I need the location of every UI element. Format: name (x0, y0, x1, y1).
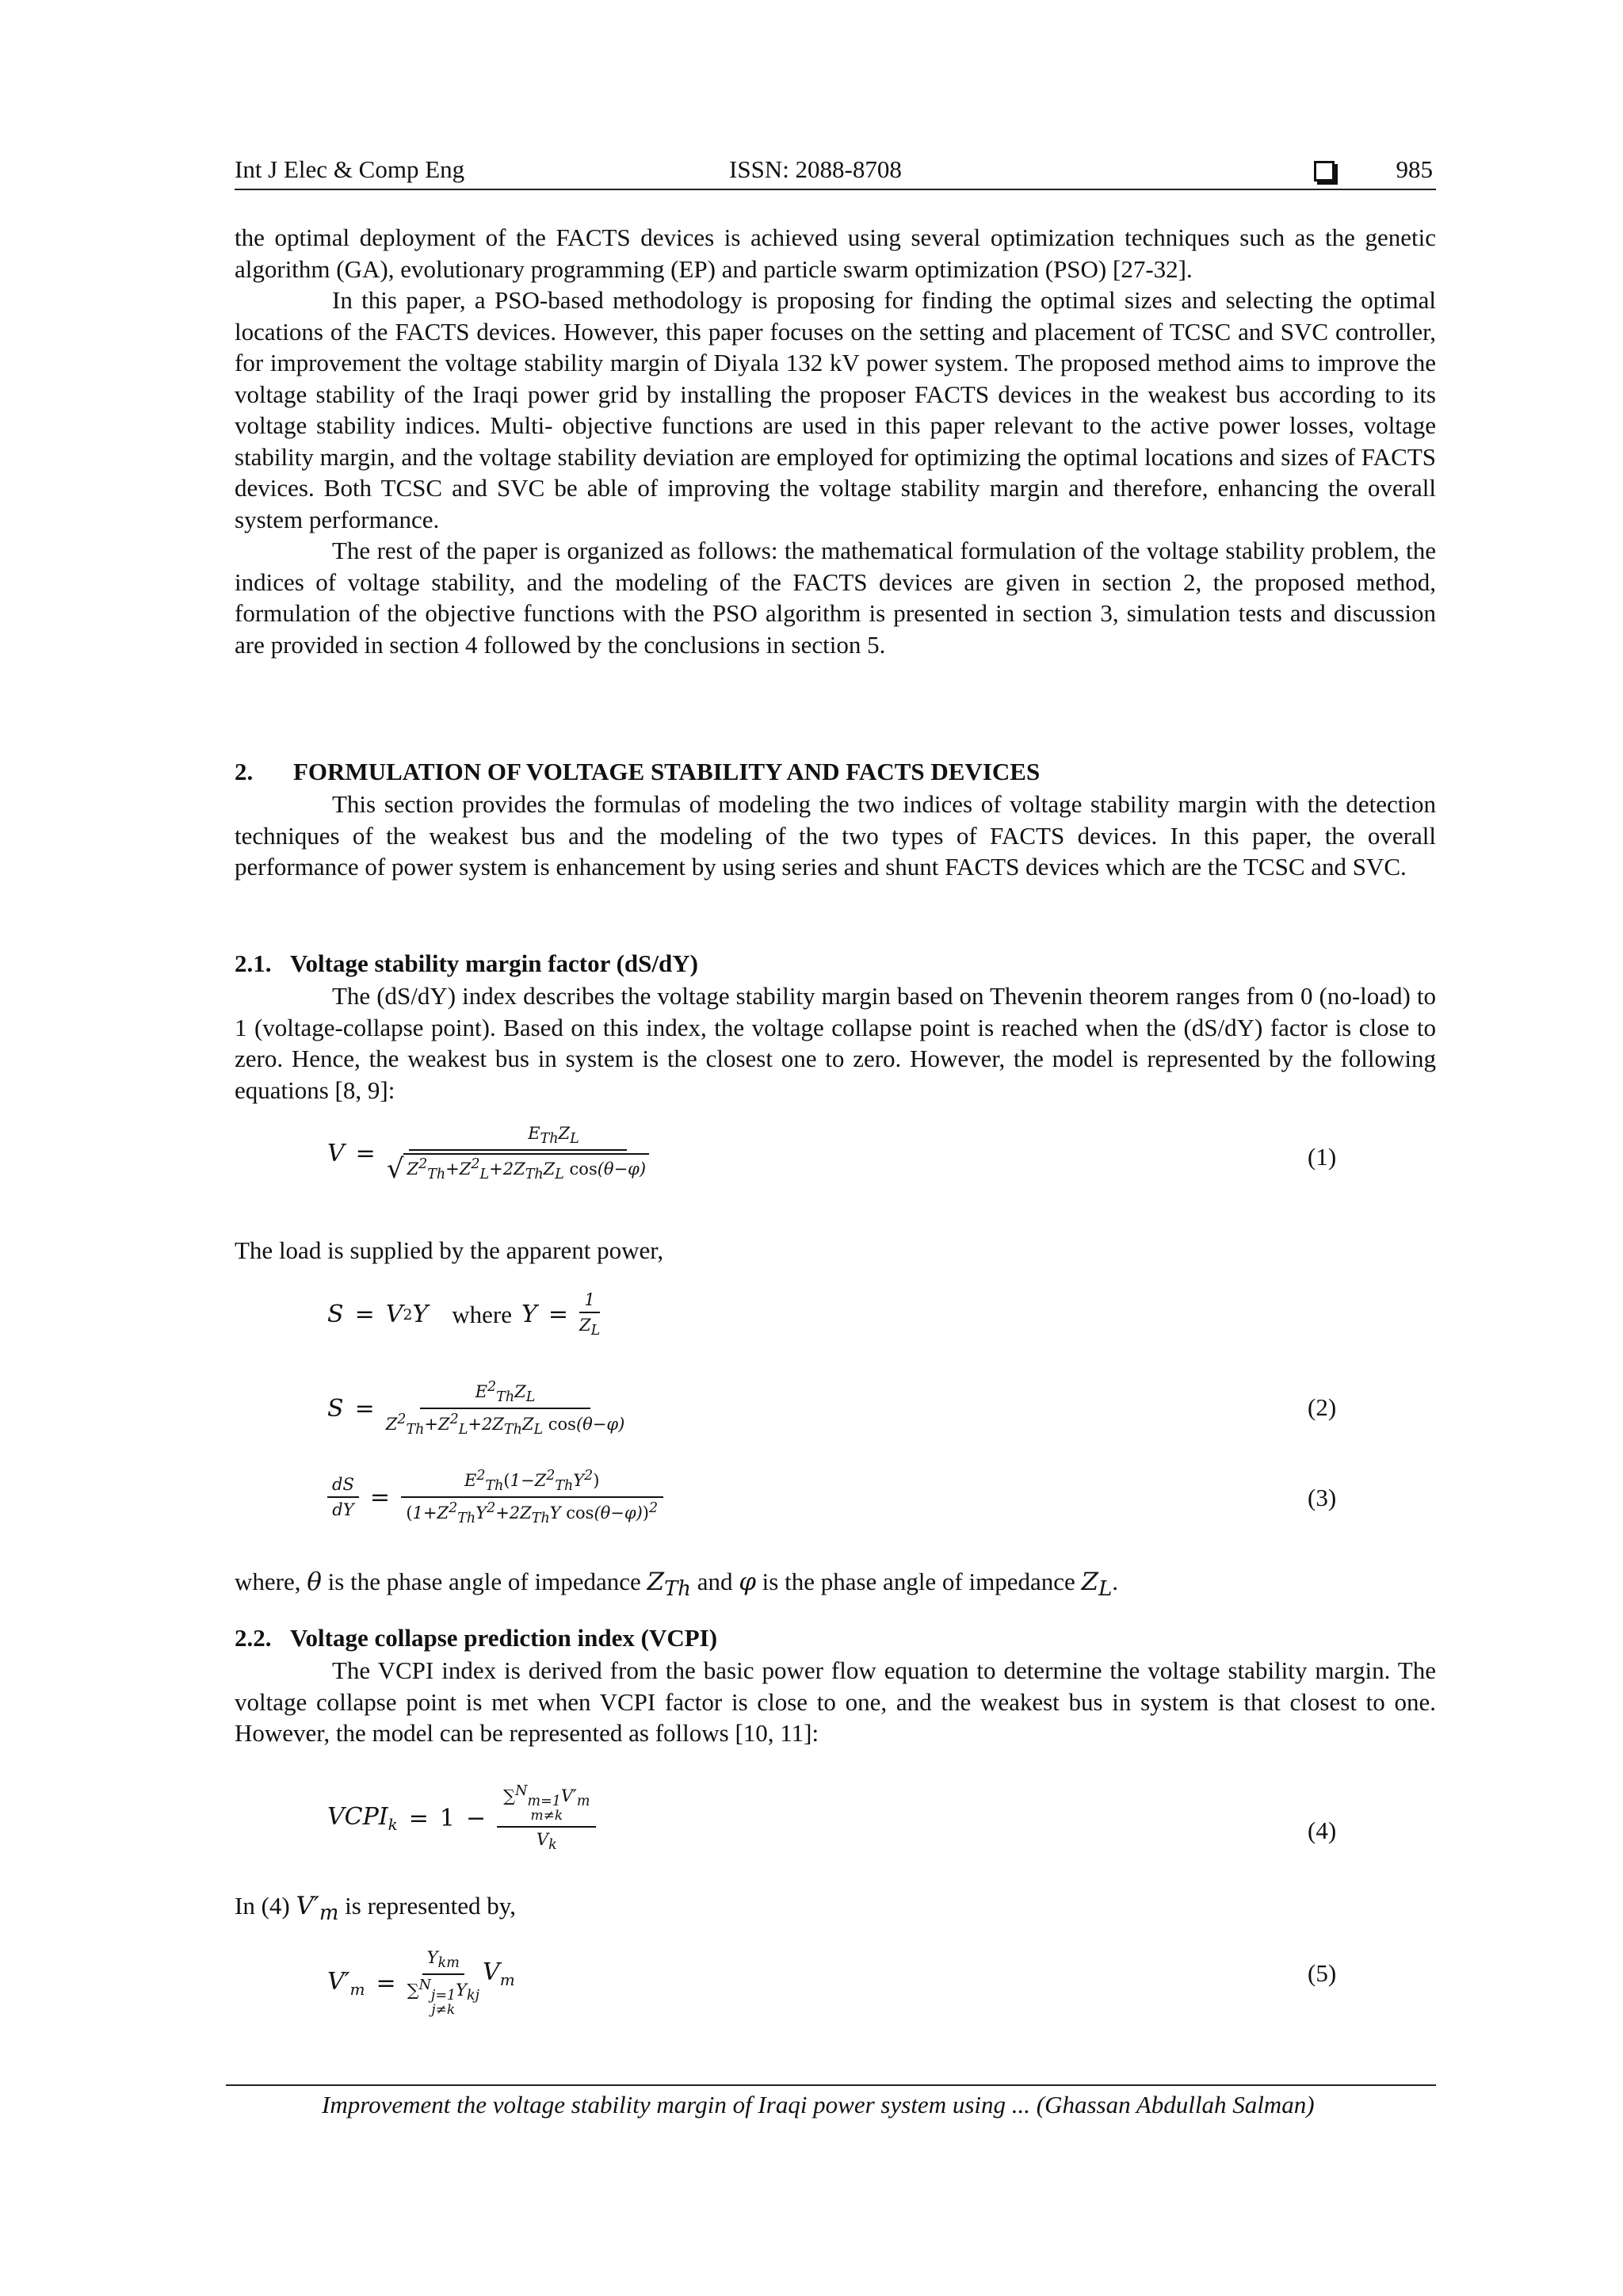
footer-rule (226, 2084, 1436, 2086)
vm-prime-symbol: $V'_m$ (296, 1892, 339, 1926)
section-2-2-text (235, 1655, 1436, 1749)
equation-3 (327, 1468, 663, 1526)
square-box-icon (1314, 161, 1335, 181)
section-2-1-title: Voltage stability margin factor (dS/dY) (290, 949, 698, 977)
eq5-rhs: $V_m$ (483, 1958, 515, 1989)
eq4-minus: − (466, 1804, 487, 1832)
running-footer: Improvement the voltage stability margin of Iraqi power system using ... (Ghassan Abdullah Salman) (322, 2091, 1315, 2118)
eqs-equals: = (354, 1301, 375, 1329)
section-2-1-number: 2.1. (235, 949, 272, 977)
eq3-number: (3) (1308, 1484, 1337, 1511)
eq1-numerator: $E_{Th}Z_L$ (409, 1124, 627, 1151)
eq4-number: (4) (1308, 1817, 1337, 1844)
eqs-exp: 2 (403, 1305, 413, 1324)
load-text: The load is supplied by the apparent power, (235, 1236, 664, 1264)
eqs-lhs: S (327, 1301, 344, 1329)
intro-paragraph-2: In this paper, a PSO-based methodology is proposing for finding the optimal sizes and selecting the optimal locations of the FACTS devices. However, this paper focuses on the setting and placement of TCSC and SVC controller, for improvement the voltage stability margin of Diyala 132 kV power system. The proposed method aims to improve the voltage stability of the Iraqi power grid by installing the proposer FACTS devices in the weakest bus according to its voltage stability indices. Multi- objective functions are used in this paper relevant to the active power losses, voltage stability margin, and the voltage stability deviation are employed for optimizing the optimal locations and sizes of FACTS devices. Both TCSC and SVC be able of improving the voltage stability margin and therefore, enhancing the overall system performance. (235, 286, 1436, 533)
eqs-numerator: 1 (579, 1290, 599, 1313)
eq1-number: (1) (1308, 1143, 1337, 1171)
eqs-where: where (452, 1300, 513, 1328)
equation-2 (327, 1379, 624, 1438)
section-2-2-paragraph: The VCPI index is derived from the basic power flow equation to determine the voltage stability margin. The voltage collapse point is met when VCPI factor is close to one, and the weakest bus in system is that closest to one. However, the model can be represented as follows [10, 11]: (235, 1656, 1436, 1747)
section-2-2-number: 2.2. (235, 1624, 272, 1652)
intro-paragraph-3: The rest of the paper is organized as follows: the mathematical formulation of the voltage stability problem, the indices of voltage stability, and the modeling of the FACTS devices are given in section 2, the proposed method, formulation of the objective functions with the PSO algorithm is presented in section 3, simulation tests and discussion are provided in section 4 followed by the conclusions in section 5. (235, 537, 1436, 659)
section-2-text (235, 789, 1436, 883)
eq3-equals: = (369, 1483, 390, 1511)
eqs-y-lhs: Y (521, 1301, 537, 1329)
in4-sentence: In (4) $V'_m$ is represented by, (235, 1892, 516, 1926)
eq5-number: (5) (1308, 1959, 1337, 1987)
eq4-one: 1 (439, 1804, 456, 1832)
section-2-1-text (235, 980, 1436, 1106)
eq3-fraction: $\frac{E^2_{Th}(1-Z^2_{Th}Y^2)}{(1+Z^2_{Th}Y^2+2Z_{Th}Y \cos(\theta-\varphi))^2}$ (401, 1468, 663, 1526)
journal-name: Int J Elec & Comp Eng (235, 155, 465, 183)
sqrt-icon: √ (386, 1153, 404, 1186)
eq2-number: (2) (1308, 1393, 1337, 1421)
intro-text (235, 222, 1436, 660)
section-2-paragraph: This section provides the formulas of modeling the two indices of voltage stability margin with the detection techniques of the weakest bus and the modeling of the two types of FACTS devices. In this paper, the overall performance of power system is enhancement by using series and shunt FACTS devices which are the TCSC and SVC. (235, 790, 1436, 881)
eq4-lhs: $VCPI_k$ (327, 1802, 398, 1834)
section-2-heading (235, 758, 1040, 786)
equation-4 (327, 1783, 596, 1853)
where-sentence: where, θ is the phase angle of impedance $Z_{Th}$ and φ is the phase angle of impedance $Z_L$. (235, 1568, 1118, 1602)
eq4-fraction: $\sum^N_{m=1}V'_m$ m≠k $V_k$ (497, 1783, 596, 1853)
section-2-2-title: Voltage collapse prediction index (VCPI) (290, 1624, 718, 1652)
equation-1 (327, 1124, 649, 1186)
eq5-fraction: $Y_{km}$ $\sum^N_{j=1}Y_{kj}$ j≠k (407, 1948, 480, 2019)
equation-5 (327, 1948, 515, 2018)
eq3-lhs-fraction: $\frac{dS}{dY}$ (327, 1475, 359, 1519)
page-number: 985 (1396, 155, 1433, 183)
section-2-title: FORMULATION OF VOLTAGE STABILITY AND FACTS DEVICES (293, 758, 1041, 785)
equation-s: S = V 2 Y where Y = $\frac{1}{Z_L}$ (327, 1290, 601, 1339)
eq2-fraction: $\frac{E^2_{Th}Z_L}{Z^2_{Th}+Z^2_L+2Z_{Th}Z_L \cos(\theta-\varphi)}$ (385, 1379, 625, 1438)
eq5-equals: = (376, 1969, 396, 1997)
eq1-equals: = (355, 1139, 376, 1167)
section-2-2-heading (235, 1624, 717, 1652)
eq1-denominator: √ $Z^2_{Th}+Z^2_L+2Z_{Th}Z_L$ cos(θ−φ) (387, 1151, 649, 1182)
zl-symbol: $Z_L$ (1081, 1568, 1113, 1602)
eqs-v: V (385, 1301, 403, 1329)
eq5-lhs: $V'_m$ (327, 1967, 365, 1999)
eq1-lhs: V (327, 1139, 345, 1167)
eqs-fraction: $\frac{1}{Z_L}$ (579, 1290, 601, 1339)
running-header (235, 155, 1436, 190)
eq1-fraction (386, 1124, 649, 1186)
eq5-condition: j≠k (431, 2002, 456, 2019)
eq2-equals: = (354, 1394, 375, 1423)
section-2-1-heading (235, 949, 698, 978)
intro-paragraph-1: the optimal deployment of the FACTS devices is achieved using several optimization techniques such as the genetic algorithm (GA), evolutionary programming (EP) and particle swarm optimization (PSO) [27-32]. (235, 223, 1436, 283)
issn: ISSN: 2088-8708 (729, 155, 902, 183)
zth-symbol: $Z_{Th}$ (647, 1568, 691, 1602)
eq2-lhs: S (327, 1394, 344, 1423)
eq4-condition: m≠k (530, 1808, 563, 1824)
phi-symbol: φ (739, 1568, 756, 1596)
eq4-equals: = (408, 1804, 429, 1832)
eqs-y: Y (412, 1301, 429, 1329)
theta-symbol: θ (307, 1568, 322, 1596)
section-2-number: 2. (235, 758, 254, 785)
section-2-1-paragraph: The (dS/dY) index describes the voltage stability margin based on Thevenin theorem ranges from 0 (no-load) to 1 (voltage-collapse point). Based on this index, the voltage collapse point is reached when the (dS/dY) factor is close to zero. Hence, the weakest bus in system is the closest one to zero. However, the model is represented by the following equations [8, 9]: (235, 982, 1436, 1104)
